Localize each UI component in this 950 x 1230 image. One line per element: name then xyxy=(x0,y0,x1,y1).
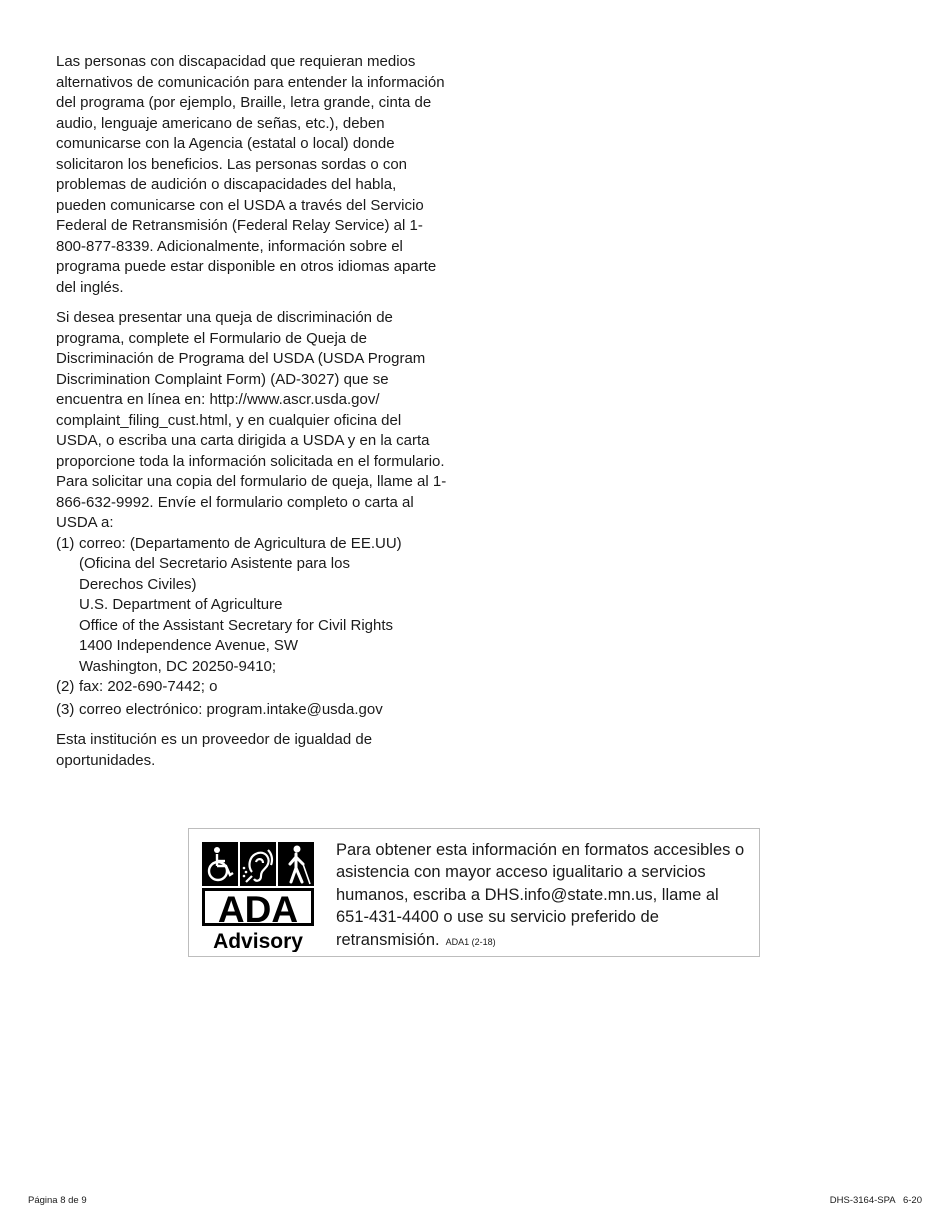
address-line: Derechos Civiles) xyxy=(79,575,197,593)
accessibility-paragraph: Las personas con discapacidad que requieran medios alternativos de comunicación para entender la información del programa (por ejemplo, Braille, letra grande, cinta de audio, lenguaje americano de señas, etc.), deben comunicarse con la Agencia (estatal o local) donde solicitaron los beneficios. Las personas sordas o con problemas de audición o discapacidades del habla, pueden comunicarse con el USDA a través del Servicio Federal de Retransmisión (Federal Relay Service) al 1-800-877-8339. Adicionalmente, información sobre el programa puede estar disponible en otros idiomas aparte del inglés. xyxy=(56,53,445,296)
ada-form-code: ADA1 (2-18) xyxy=(445,936,496,947)
address-line: correo: (Departamento de Agricultura de EE.UU) xyxy=(79,534,402,552)
contact-list xyxy=(56,534,448,721)
address-line: 1400 Independence Avenue, SW xyxy=(79,637,299,654)
address-line: U.S. Department of Agriculture xyxy=(79,596,283,613)
person-head xyxy=(294,846,301,853)
email-text: correo electrónico: program.intake@usda.gov xyxy=(79,700,383,718)
address-line: Washington, DC 20250-9410; xyxy=(79,657,277,675)
address-line: (Oficina del Secretario Asistente para los xyxy=(79,555,350,572)
mail-address xyxy=(79,534,448,678)
complaint-paragraph: Si desea presentar una queja de discriminación de programa, complete el Formulario de Queja de Discriminación de Programa del USDA (USDA Program Discrimination Complaint Form) (AD-3027) que se encuentra en línea en: http://www.ascr.usda.gov/ complaint_filing_cust.html, y en cualquier oficina del USDA, o escriba una carta dirigida a USDA y en la carta proporcione toda la información solicitada en el formulario. Para solicitar una copia del formulario de queja, llame al 1-866-632-9992. Envíe el formulario completo o carta al USDA a: xyxy=(56,309,447,531)
equal-opportunity-paragraph: Esta institución es un proveedor de igualdad de oportunidades. xyxy=(56,731,373,769)
ada-word: ADA xyxy=(217,889,299,930)
ada-advisory-text xyxy=(336,839,756,953)
form-identifier: DHS-3164-SPA 6-20 xyxy=(829,1195,922,1206)
list-number: (3) xyxy=(56,700,75,718)
ada-advisory-logo xyxy=(202,842,314,952)
page-number: Página 8 de 9 xyxy=(28,1195,87,1206)
advisory-word: Advisory xyxy=(213,930,303,952)
list-number: (1) xyxy=(56,534,75,552)
list-number: (2) xyxy=(56,678,75,695)
contact-item-email xyxy=(56,700,448,721)
ada-advisory-box xyxy=(188,828,760,957)
contact-item-fax xyxy=(56,677,448,698)
main-text-column xyxy=(56,52,448,781)
address-line: Office of the Assistant Secretary for Civil Rights xyxy=(79,616,394,634)
contact-item-mail xyxy=(56,534,448,678)
fax-text: fax: 202-690-7442; o xyxy=(79,678,218,695)
wheelchair-head xyxy=(214,847,220,853)
ada-advisory-message: Para obtener esta información en formatos accesibles o asistencia con mayor acceso igualitario a servicios humanos, escriba a DHS.info@state.mn.us, llame al 651-431-4400 o use su servicio preferido de retransmisión. xyxy=(336,841,745,949)
